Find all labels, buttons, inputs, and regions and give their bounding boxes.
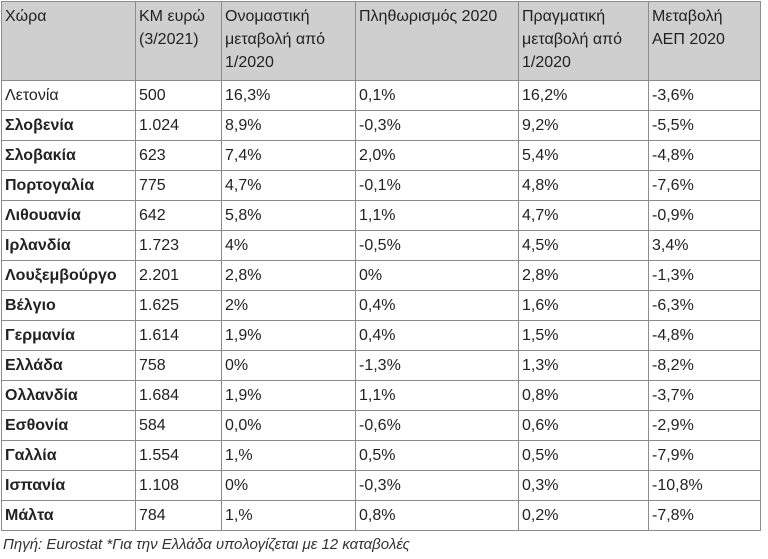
table-row xyxy=(2,501,761,531)
min-wage-cell: 1.625 xyxy=(136,291,222,321)
country-cell: Λουξεμβούργο xyxy=(2,261,136,291)
country-cell: Ολλανδία xyxy=(2,381,136,411)
min-wage-cell: 1.684 xyxy=(136,381,222,411)
header-row xyxy=(2,2,761,81)
min-wage-cell: 500 xyxy=(136,81,222,111)
country-cell: Γαλλία xyxy=(2,441,136,471)
table-row xyxy=(2,441,761,471)
table-row xyxy=(2,171,761,201)
nominal-change-cell: 2% xyxy=(222,291,356,321)
wage-comparison-table xyxy=(1,1,761,531)
table-row xyxy=(2,81,761,111)
real-change-cell: 0,8% xyxy=(519,381,649,411)
nominal-change-cell: 4% xyxy=(222,231,356,261)
country-cell: Σλοβενία xyxy=(2,111,136,141)
table-row xyxy=(2,231,761,261)
nominal-change-cell: 8,9% xyxy=(222,111,356,141)
gdp-change-cell: -10,8% xyxy=(649,471,761,501)
table-body xyxy=(2,81,761,531)
gdp-change-cell: -3,6% xyxy=(649,81,761,111)
gdp-change-cell: -7,9% xyxy=(649,441,761,471)
header-min-wage: ΚΜ ευρώ (3/2021) xyxy=(136,2,222,81)
table-row xyxy=(2,381,761,411)
real-change-cell: 4,8% xyxy=(519,171,649,201)
real-change-cell: 9,2% xyxy=(519,111,649,141)
header-gdp-change: Μεταβολή ΑΕΠ 2020 xyxy=(649,2,761,81)
header-nominal-change: Ονομαστική μεταβολή από 1/2020 xyxy=(222,2,356,81)
inflation-cell: 1,1% xyxy=(356,381,519,411)
table-row xyxy=(2,201,761,231)
inflation-cell: -0,6% xyxy=(356,411,519,441)
table-row xyxy=(2,471,761,501)
header-country: Χώρα xyxy=(2,2,136,81)
real-change-cell: 0,5% xyxy=(519,441,649,471)
country-cell: Γερμανία xyxy=(2,321,136,351)
min-wage-cell: 758 xyxy=(136,351,222,381)
nominal-change-cell: 7,4% xyxy=(222,141,356,171)
gdp-change-cell: -5,5% xyxy=(649,111,761,141)
gdp-change-cell: -6,3% xyxy=(649,291,761,321)
real-change-cell: 0,2% xyxy=(519,501,649,531)
table-row xyxy=(2,291,761,321)
inflation-cell: 0,5% xyxy=(356,441,519,471)
table-row xyxy=(2,261,761,291)
real-change-cell: 4,7% xyxy=(519,201,649,231)
real-change-cell: 0,3% xyxy=(519,471,649,501)
min-wage-cell: 1.024 xyxy=(136,111,222,141)
country-cell: Ιρλανδία xyxy=(2,231,136,261)
min-wage-cell: 775 xyxy=(136,171,222,201)
nominal-change-cell: 0% xyxy=(222,351,356,381)
table-row xyxy=(2,351,761,381)
country-cell: Εσθονία xyxy=(2,411,136,441)
inflation-cell: -0,3% xyxy=(356,471,519,501)
header-inflation: Πληθωρισμός 2020 xyxy=(356,2,519,81)
inflation-cell: 2,0% xyxy=(356,141,519,171)
country-cell: Λετονία xyxy=(2,81,136,111)
table-row xyxy=(2,141,761,171)
country-cell: Λιθουανία xyxy=(2,201,136,231)
nominal-change-cell: 1,9% xyxy=(222,321,356,351)
inflation-cell: 0,1% xyxy=(356,81,519,111)
gdp-change-cell: -7,8% xyxy=(649,501,761,531)
country-cell: Πορτογαλία xyxy=(2,171,136,201)
header-real-change: Πραγματική μεταβολή από 1/2020 xyxy=(519,2,649,81)
table-header xyxy=(2,2,761,81)
nominal-change-cell: 5,8% xyxy=(222,201,356,231)
table-row xyxy=(2,111,761,141)
min-wage-cell: 642 xyxy=(136,201,222,231)
real-change-cell: 2,8% xyxy=(519,261,649,291)
min-wage-cell: 2.201 xyxy=(136,261,222,291)
gdp-change-cell: -4,8% xyxy=(649,321,761,351)
real-change-cell: 4,5% xyxy=(519,231,649,261)
nominal-change-cell: 16,3% xyxy=(222,81,356,111)
inflation-cell: -0,1% xyxy=(356,171,519,201)
gdp-change-cell: -8,2% xyxy=(649,351,761,381)
country-cell: Βέλγιο xyxy=(2,291,136,321)
inflation-cell: 0% xyxy=(356,261,519,291)
inflation-cell: 0,4% xyxy=(356,321,519,351)
table-row xyxy=(2,321,761,351)
gdp-change-cell: -7,6% xyxy=(649,171,761,201)
nominal-change-cell: 1,9% xyxy=(222,381,356,411)
inflation-cell: -0,3% xyxy=(356,111,519,141)
country-cell: Ελλάδα xyxy=(2,351,136,381)
real-change-cell: 1,6% xyxy=(519,291,649,321)
nominal-change-cell: 1,% xyxy=(222,501,356,531)
min-wage-cell: 584 xyxy=(136,411,222,441)
gdp-change-cell: -0,9% xyxy=(649,201,761,231)
gdp-change-cell: 3,4% xyxy=(649,231,761,261)
table-row xyxy=(2,411,761,441)
min-wage-cell: 1.108 xyxy=(136,471,222,501)
country-cell: Σλοβακία xyxy=(2,141,136,171)
inflation-cell: -0,5% xyxy=(356,231,519,261)
gdp-change-cell: -1,3% xyxy=(649,261,761,291)
country-cell: Μάλτα xyxy=(2,501,136,531)
real-change-cell: 1,3% xyxy=(519,351,649,381)
real-change-cell: 16,2% xyxy=(519,81,649,111)
nominal-change-cell: 2,8% xyxy=(222,261,356,291)
inflation-cell: -1,3% xyxy=(356,351,519,381)
nominal-change-cell: 4,7% xyxy=(222,171,356,201)
inflation-cell: 1,1% xyxy=(356,201,519,231)
min-wage-cell: 784 xyxy=(136,501,222,531)
gdp-change-cell: -4,8% xyxy=(649,141,761,171)
real-change-cell: 0,6% xyxy=(519,411,649,441)
gdp-change-cell: -2,9% xyxy=(649,411,761,441)
min-wage-cell: 1.723 xyxy=(136,231,222,261)
inflation-cell: 0,4% xyxy=(356,291,519,321)
min-wage-cell: 623 xyxy=(136,141,222,171)
real-change-cell: 5,4% xyxy=(519,141,649,171)
inflation-cell: 0,8% xyxy=(356,501,519,531)
min-wage-cell: 1.614 xyxy=(136,321,222,351)
gdp-change-cell: -3,7% xyxy=(649,381,761,411)
country-cell: Ισπανία xyxy=(2,471,136,501)
real-change-cell: 1,5% xyxy=(519,321,649,351)
nominal-change-cell: 0% xyxy=(222,471,356,501)
nominal-change-cell: 0,0% xyxy=(222,411,356,441)
source-note: Πηγή: Eurostat *Για την Ελλάδα υπολογίζεται με 12 καταβολές xyxy=(3,536,410,553)
nominal-change-cell: 1,% xyxy=(222,441,356,471)
min-wage-cell: 1.554 xyxy=(136,441,222,471)
